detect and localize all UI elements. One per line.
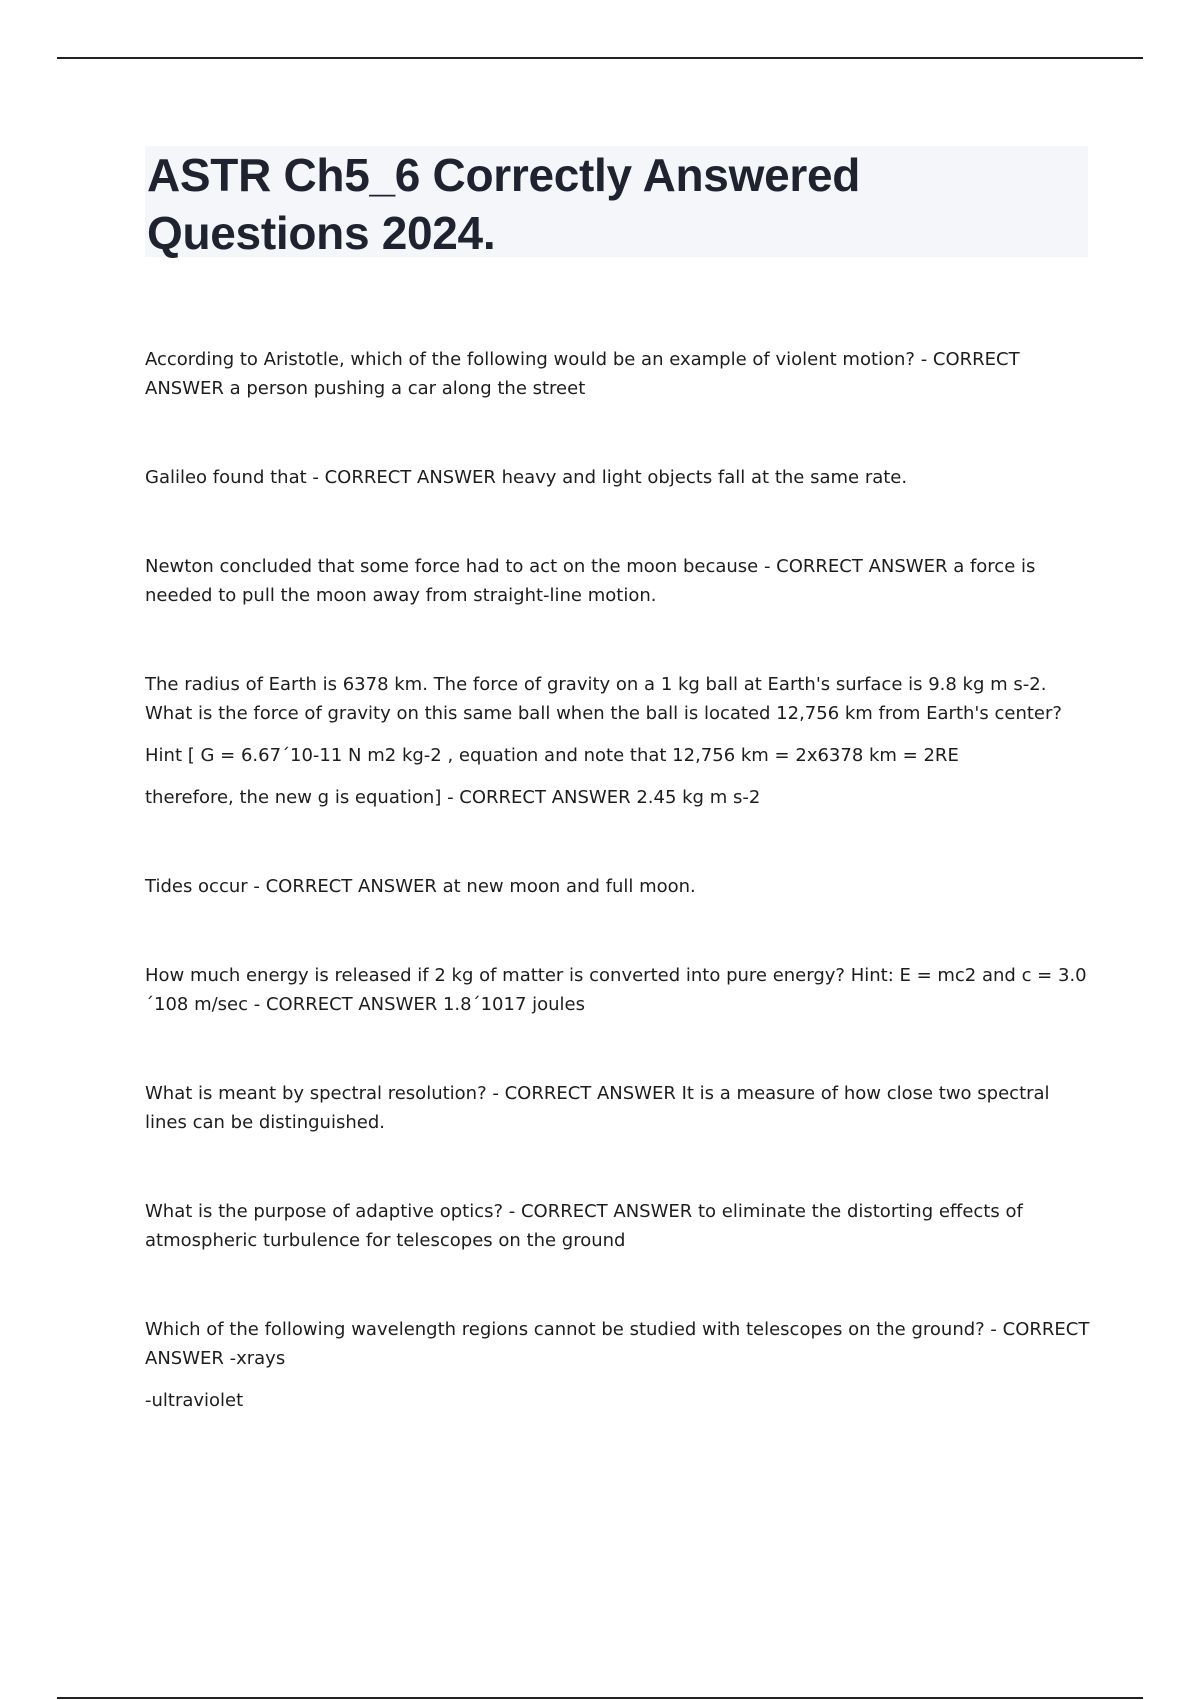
- qa-text: Newton concluded that some force had to act on the moon because - CORRECT ANSWER a force is needed to pull the moon away from straight-line motion.: [145, 556, 1036, 606]
- qa-text: What is meant by spectral resolution? - CORRECT ANSWER It is a measure of how close two spectral lines can be distinguished.: [145, 1083, 1050, 1133]
- qa-list: [145, 345, 1095, 1475]
- title-block: [145, 146, 1088, 257]
- qa-text-continued: Hint [ G = 6.67´10-11 N m2 kg-2 , equation and note that 12,756 km = 2x6378 km = 2RE: [145, 745, 959, 766]
- qa-entry: [145, 1315, 1095, 1415]
- qa-entry: [145, 463, 1095, 492]
- qa-text: The radius of Earth is 6378 km. The force of gravity on a 1 kg ball at Earth's surface is 9.8 kg m s-2. What is the force of gravity on this same ball when the ball is located 12,756 km from Earth's center?: [145, 674, 1062, 724]
- bottom-divider: [57, 1697, 1143, 1699]
- qa-entry: [145, 345, 1095, 403]
- qa-text: How much energy is released if 2 kg of matter is converted into pure energy? Hint: E = mc2 and c = 3.0 ´108 m/sec - CORRECT ANSWER 1.8´1017 joules: [145, 965, 1087, 1015]
- qa-entry: [145, 552, 1095, 610]
- qa-entry: [145, 872, 1095, 901]
- qa-text: Galileo found that - CORRECT ANSWER heavy and light objects fall at the same rate.: [145, 467, 908, 488]
- qa-entry: [145, 670, 1095, 812]
- qa-entry: [145, 1197, 1095, 1255]
- qa-text-continued: -ultraviolet: [145, 1390, 244, 1411]
- top-divider: [57, 57, 1143, 59]
- qa-text-continued: therefore, the new g is equation] - CORRECT ANSWER 2.45 kg m s-2: [145, 787, 761, 808]
- qa-entry: [145, 1079, 1095, 1137]
- qa-text: What is the purpose of adaptive optics? - CORRECT ANSWER to eliminate the distorting effects of atmospheric turbulence for telescopes on the ground: [145, 1201, 1023, 1251]
- qa-text: According to Aristotle, which of the following would be an example of violent motion? - CORRECT ANSWER a person pushing a car along the street: [145, 349, 1020, 399]
- document-title: ASTR Ch5_6 Correctly Answered Questions 2024.: [147, 149, 861, 259]
- qa-entry: [145, 961, 1095, 1019]
- qa-text: Tides occur - CORRECT ANSWER at new moon and full moon.: [145, 876, 696, 897]
- qa-text: Which of the following wavelength regions cannot be studied with telescopes on the ground? - CORRECT ANSWER -xrays: [145, 1319, 1090, 1369]
